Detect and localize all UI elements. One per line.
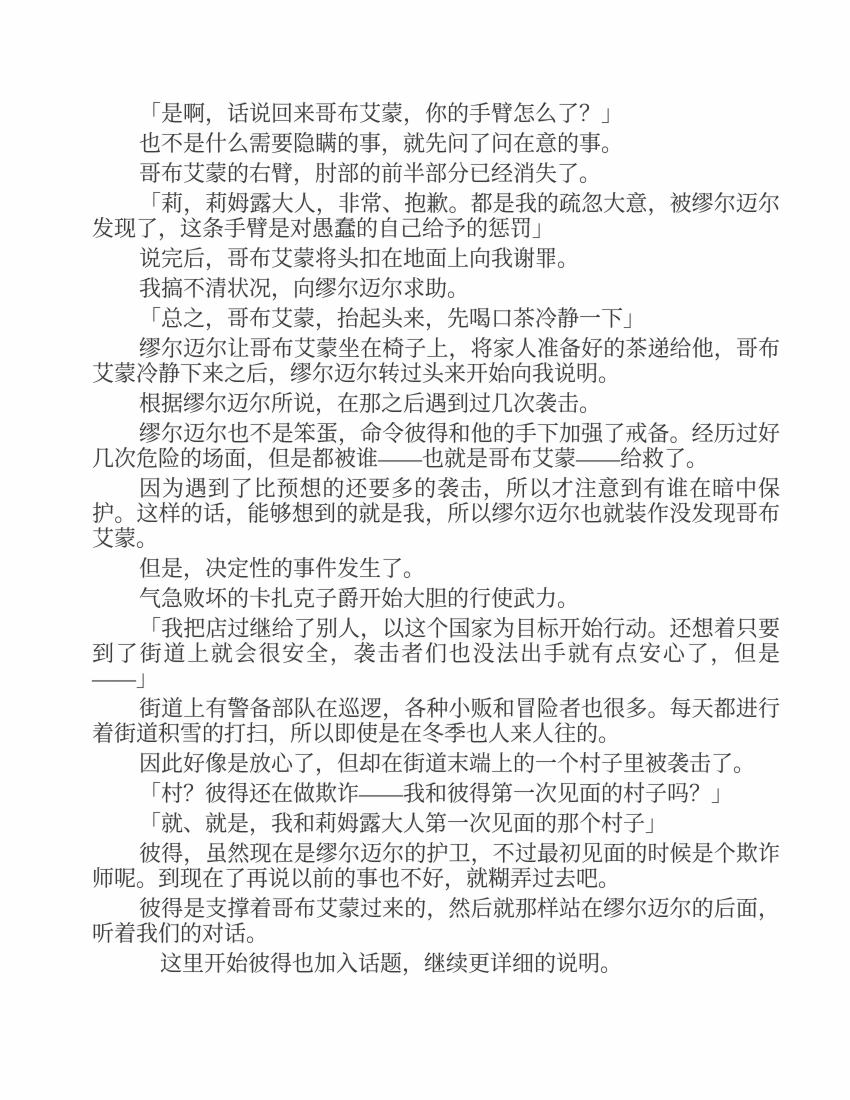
paragraph: 说完后，哥布艾蒙将头扣在地面上向我谢罪。: [139, 246, 580, 271]
paragraph: 街道上有警备部队在巡逻，各种小贩和冒险者也很多。每天都进行着街道积雪的打扫，所以即使是在冬季也人来人往的。: [92, 696, 780, 746]
paragraph: 因此好像是放心了，但却在街道末端上的一个村子里被袭击了。: [139, 751, 756, 776]
paragraph: 「我把店过继给了别人，以这个国家为目标开始行动。还想着只要到了街道上就会很安全，袭击者们也没法出手就有点安心了，但是——」: [92, 616, 780, 691]
paragraph: 我搞不清状况，向缪尔迈尔求助。: [139, 276, 470, 301]
paragraph: 「就、就是，我和莉姆露大人第一次见面的那个村子」: [139, 811, 668, 836]
paragraph: 也不是什么需要隐瞒的事，就先问了问在意的事。: [139, 131, 624, 156]
paragraph: 但是，决定性的事件发生了。: [139, 556, 426, 581]
paragraph: 这里开始彼得也加入话题，继续更详细的说明。: [160, 951, 623, 976]
paragraph: 「村？彼得还在做欺诈——我和彼得第一次见面的村子吗？」: [139, 781, 734, 806]
paragraph: 因为遇到了比预想的还要多的袭击，所以才注意到有谁在暗中保护。这样的话，能够想到的就是我，所以缪尔迈尔也就装作没发现哥布艾蒙。: [92, 476, 780, 551]
paragraph: 「莉，莉姆露大人，非常、抱歉。都是我的疏忽大意，被缪尔迈尔发现了，这条手臂是对愚蠢的自己给予的惩罚」: [92, 191, 780, 241]
paragraph: 「是啊，话说回来哥布艾蒙，你的手臂怎么了？」: [139, 101, 624, 126]
paragraph: 气急败坏的卡扎克子爵开始大胆的行使武力。: [139, 586, 580, 611]
paragraph: 缪尔迈尔让哥布艾蒙坐在椅子上，将家人准备好的茶递给他，哥布艾蒙冷静下来之后，缪尔迈尔转过头来开始向我说明。: [92, 336, 780, 386]
paragraph: 根据缪尔迈尔所说，在那之后遇到过几次袭击。: [139, 391, 602, 416]
paragraph: 「总之，哥布艾蒙，抬起头来，先喝口茶冷静一下」: [139, 306, 646, 331]
paragraph: 哥布艾蒙的右臂，肘部的前半部分已经消失了。: [139, 161, 602, 186]
text-block: [92, 101, 780, 981]
paragraph: 彼得是支撑着哥布艾蒙过来的，然后就那样站在缪尔迈尔的后面，听着我们的对话。: [92, 896, 780, 946]
paragraph: 彼得，虽然现在是缪尔迈尔的护卫，不过最初见面的时候是个欺诈师呢。到现在了再说以前的事也不好，就糊弄过去吧。: [92, 841, 780, 891]
paragraph: 缪尔迈尔也不是笨蛋，命令彼得和他的手下加强了戒备。经历过好几次危险的场面，但是都被谁——也就是哥布艾蒙——给救了。: [92, 421, 780, 471]
